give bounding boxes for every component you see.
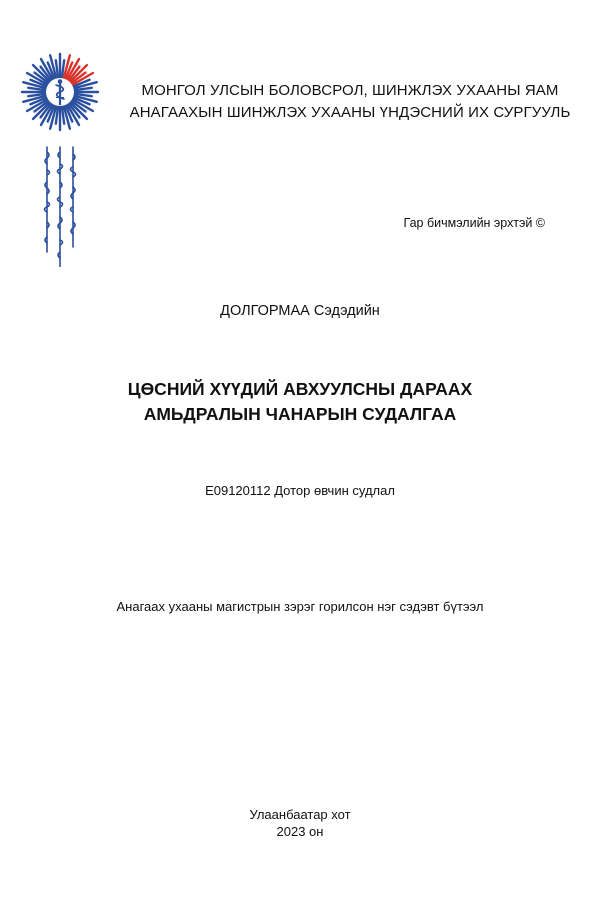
university-emblem-icon <box>20 52 100 267</box>
institution-header <box>120 80 580 124</box>
author-name <box>0 303 600 319</box>
copyright-notice: Гар бичмэлийн эрхтэй © <box>403 216 545 230</box>
mongolian-script-inscription <box>45 147 76 267</box>
place-and-year <box>0 806 600 840</box>
thesis-title-line-2: АМЬДРАЛЫН ЧАНАРЫН СУДАЛГАА <box>143 404 457 424</box>
specialty-code: E09120112 Дотор өвчин судлал <box>205 483 395 498</box>
thesis-title <box>0 377 600 427</box>
university-name: АНАГААХЫН ШИНЖЛЭХ УХААНЫ ҮНДЭСНИЙ ИХ СУРГУУЛЬ <box>129 104 571 121</box>
ministry-name: МОНГОЛ УЛСЫН БОЛОВСРОЛ, ШИНЖЛЭХ УХААНЫ ЯАМ <box>141 82 559 99</box>
degree-statement: Анагаах ухааны магистрын зэрэг горилсон нэг сэдэвт бүтээл <box>116 599 484 614</box>
author-given-name: ДОЛГОРМАА <box>220 303 310 319</box>
thesis-title-line-1: ЦӨСНИЙ ХҮҮДИЙ АВХУУЛСНЫ ДАРААХ <box>127 379 473 399</box>
caduceus-symbol <box>47 79 73 105</box>
author-surname: Сэдэдийн <box>313 303 380 319</box>
city: Улаанбаатар хот <box>249 807 351 822</box>
year: 2023 он <box>276 824 324 839</box>
